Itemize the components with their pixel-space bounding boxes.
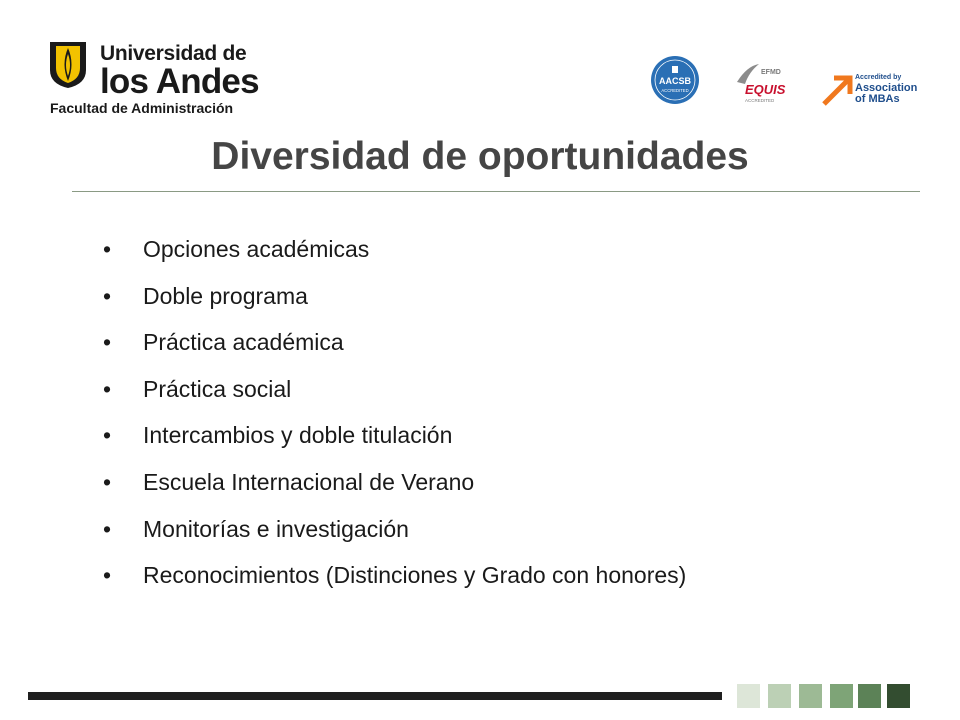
arrow-icon [824, 78, 850, 104]
shield-icon [48, 40, 88, 90]
list-item [103, 461, 686, 508]
title-divider [72, 191, 920, 192]
swoosh-icon [737, 64, 759, 84]
list-item [103, 368, 686, 415]
logo-university-text: Universidad de [100, 42, 247, 65]
list-item [103, 508, 686, 555]
list-item-text: Opciones académicas [143, 236, 370, 262]
footer-square [768, 684, 791, 708]
list-item [103, 414, 686, 461]
bullet-icon: • [103, 329, 112, 356]
aacsb-accreditation-logo [650, 55, 700, 105]
list-item [103, 554, 686, 601]
list-item-text: Práctica social [143, 375, 292, 402]
logo-andes-text: los Andes [100, 62, 259, 101]
amba-line2: Association [855, 82, 918, 94]
footer-square [830, 684, 853, 708]
list-item-text: Práctica académica [143, 329, 344, 356]
aacsb-emblem-icon [672, 66, 678, 73]
list-item [103, 275, 686, 322]
aacsb-sub: ACCREDITED [661, 88, 689, 93]
list-item [103, 321, 686, 368]
logo-faculty-text: Facultad de Administración [50, 100, 234, 116]
list-item [103, 228, 686, 275]
list-item-text: Doble programa [143, 282, 308, 309]
bullet-icon: • [103, 282, 112, 309]
equis-accreditation-logo [733, 62, 803, 104]
footer-square [858, 684, 881, 708]
footer-square [887, 684, 910, 708]
equis-efmd: EFMD [761, 69, 781, 76]
university-logo [48, 40, 259, 120]
equis-name: EQUIS [745, 82, 786, 97]
bullet-icon: • [103, 236, 112, 262]
footer-square [737, 684, 760, 708]
footer-square [799, 684, 822, 708]
list-item-text: Reconocimientos (Distinciones y Grado con honores) [143, 562, 687, 589]
bullet-icon: • [103, 468, 112, 495]
aacsb-name: AACSB [658, 76, 692, 86]
bullet-icon: • [103, 422, 112, 449]
amba-accreditation-logo [822, 70, 922, 106]
amba-line1: Accredited by [855, 74, 902, 81]
list-item-text: Monitorías e investigación [143, 515, 409, 542]
slide-title: Diversidad de oportunidades [211, 135, 749, 178]
amba-line3: of MBAs [855, 93, 900, 105]
bullet-icon: • [103, 375, 112, 402]
bullet-list [103, 228, 686, 601]
list-item-text: Escuela Internacional de Verano [143, 468, 475, 495]
list-item-text: Intercambios y doble titulación [143, 422, 453, 449]
bullet-icon: • [103, 562, 112, 589]
equis-sub: ACCREDITED [745, 98, 775, 103]
footer-bar [28, 692, 722, 700]
bullet-icon: • [103, 515, 112, 542]
